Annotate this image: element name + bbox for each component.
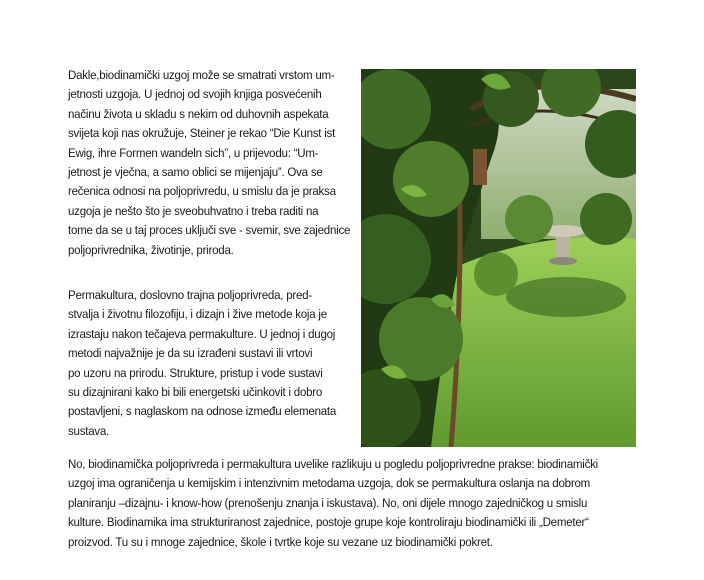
garden-photo [361, 69, 636, 447]
text-line: poljoprivrednika, životinje, priroda. [68, 242, 234, 257]
text-line: Permakultura, doslovno trajna poljoprivreda, pred- [68, 288, 312, 302]
text-line: planiranju –dizajnu- i know-how (prenošenju znanja i iskustava). No, oni dijele mnogo zajedničkog u smislu [68, 495, 588, 510]
text-line: metodi najvažnije je da su izrađeni sustavi ili vrtovi [68, 346, 313, 361]
paragraph-permaculture [68, 286, 353, 441]
text-line: uzgoja je nešto što je sveobuhvatno i treba raditi na [68, 203, 319, 218]
text-line: uzgoj ima ograničenja u kemijskim i intenzivnim metodama uzgoja, dok se permakultura oslanja na dobrom [68, 476, 590, 491]
text-line: No, biodinamička poljoprivreda i permakultura uvelike razlikuju u pogledu poljoprivredne prakse: biodinamički [68, 457, 598, 471]
paragraph-biodynamic-art [68, 66, 353, 260]
text-line: Dakle,biodinamički uzgoj može se smatrati vrstom um- [68, 68, 335, 82]
text-line: postavljeni, s naglaskom na odnose između elemenata [68, 404, 337, 419]
text-line: po uzoru na prirodu. Strukture, pristup i vode sustavi [68, 365, 323, 380]
text-line: tome da se u taj proces uključi sve - svemir, sve zajednice [68, 223, 351, 238]
text-line: sustava. [68, 423, 110, 438]
text-line: svijeta koji nas okružuje, Steiner je rekao “Die Kunst ist [68, 126, 336, 141]
text-line: proizvod. Tu su i mnoge zajednice, škole i tvrtke koje su vezane uz biodinamički pokret. [68, 534, 493, 549]
text-line: su dizajnirani kako bi bili energetski učinkovit i dobro [68, 385, 323, 400]
text-line: jetnost je vječna, a samo oblici se mijenjaju”. Ova se [68, 165, 323, 180]
text-line: načinu života u skladu s nekim od duhovnih aspekata [68, 106, 329, 121]
text-line: kulture. Biodinamika ima strukturiranost zajednice, postoje grupe koje kontroliraju biodinamički ili „Demeter“ [68, 515, 589, 530]
paragraph-comparison [68, 455, 635, 552]
text-line: stvalja i životnu filozofiju, i dizajn i žive metode koja je [68, 307, 327, 322]
text-line: jetnosti uzgoja. U jednoj od svojih knjiga posvećenih [68, 87, 322, 102]
text-line: izrastaju nakon tečajeva permakulture. U jednoj i dugoj [68, 326, 336, 341]
text-line: Ewig, ihre Formen wandeln sich”, u prijevodu: “Um- [68, 145, 319, 160]
text-line: rečenica odnosi na poljoprivredu, u smislu da je praksa [68, 184, 336, 199]
